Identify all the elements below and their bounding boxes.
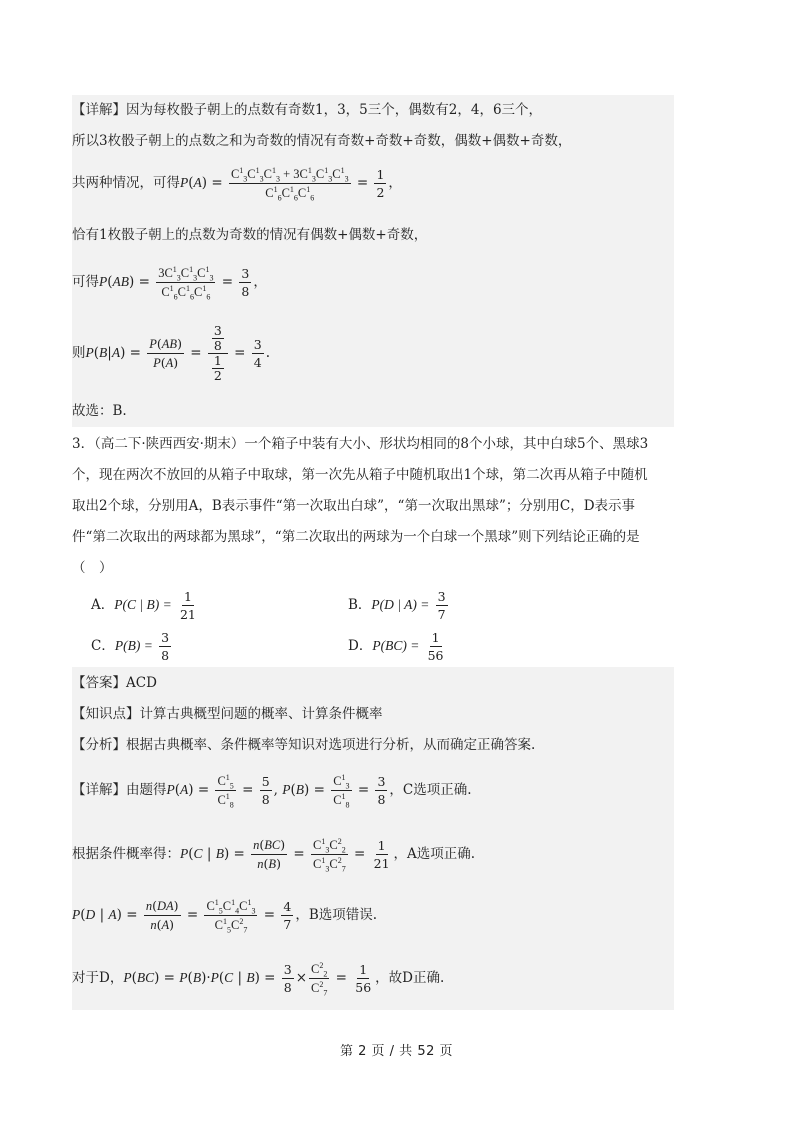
detail2-line-2: 根据条件概率得：P(C | B) = $\frac{n(BC)}{n(B)}$ = $\frac{C^1_3C^2_2}{C^1_3C^2_7}$ = $\frac{1}{21}$ ，A选项正确. (72, 836, 476, 874)
option-c: C．P(B) = $\frac{3}{8}$ (91, 630, 170, 663)
knowledge-line: 【知识点】计算古典概型问题的概率、计算条件概率 (72, 706, 383, 722)
question-line-3: 取出2个球，分别用A，B表示事件“第一次取出白球”，“第一次取出黑球”；分别用C，D表示事 (72, 498, 636, 514)
detail-line-2: 所以3枚骰子朝上的点数之和为奇数的情况有奇数+奇数+奇数，偶数+偶数+奇数， (72, 133, 572, 149)
detail-line-1: 【详解】因为每枚骰子朝上的点数有奇数1，3，5三个，偶数有2，4，6三个， (72, 102, 543, 118)
detail-line-4: 恰有1枚骰子朝上的点数为奇数的情况有偶数+偶数+奇数， (72, 227, 428, 243)
analysis-line: 【分析】根据古典概率、条件概率等知识对选项进行分析，从而确定正确答案. (72, 737, 536, 753)
detail-line-6: 则P(B|A) = $\frac{P(AB)}{P(A)}$ = $\frac{\frac{3}{8}}{\frac{1}{2}}$ = $\frac{3}{4}$ . (72, 323, 270, 383)
page-footer: 第 2 页 / 共 52 页 (340, 1044, 453, 1059)
question-line-2: 个，现在两次不放回的从箱子中取球，第一次先从箱子中随机取出1个球，第二次再从箱子中随机 (72, 467, 648, 483)
option-b: B．P(D | A) = $\frac{3}{7}$ (348, 589, 446, 622)
answer-line: 【答案】ACD (72, 675, 157, 691)
detail-line-3: 共两种情况，可得P(A) = $\frac{C^1_3C^1_3C^1_3 + 3C^1_3C^1_3C^1_3}{C^1_6C^1_6C^1_6}$ = $\frac{1}{2}$ ， (72, 165, 402, 203)
question-line-5: （ ） (72, 560, 113, 576)
detail2-line-3: P(D | A) = $\frac{n(DA)}{n(A)}$ = $\frac{C^1_5C^1_4C^1_3}{C^1_5C^2_7}$ = $\frac{4}{7}$ ，B选项错误. (72, 897, 378, 935)
detail2-line-4: 对于D，P(BC) = P(B)·P(C | B) = $\frac{3}{8}$ × $\frac{C^2_2}{C^2_7}$ = $\frac{1}{56}$ ，故D正确. (72, 960, 445, 998)
option-a: A．P(C | B) = $\frac{1}{21}$ (91, 589, 196, 622)
detail-line-5: 可得P(AB) = $\frac{3C^1_3C^1_3C^1_3}{C^1_6C^1_6C^1_6}$ = $\frac{3}{8}$ ， (72, 264, 267, 302)
question-line-1: 3．（高二下·陕西西安·期末）一个箱子中装有大小、形状均相同的8个小球，其中白球5个、黑球3 (72, 436, 649, 452)
detail-line-7: 故选：B. (72, 403, 127, 419)
question-line-4: 件“第二次取出的两球都为黑球”，“第二次取出的两球为一个白球一个黑球”则下列结论正确的是 (72, 529, 640, 545)
detail2-line-1: 【详解】由题得P(A) = $\frac{C^1_5}{C^1_8}$ = $\frac{5}{8}$ , P(B) = $\frac{C^1_3}{C^1_8}$ = $\frac{3}{8}$ ，C选项正确. (72, 772, 472, 810)
option-d: D．P(BC) = $\frac{1}{56}$ (348, 630, 444, 663)
